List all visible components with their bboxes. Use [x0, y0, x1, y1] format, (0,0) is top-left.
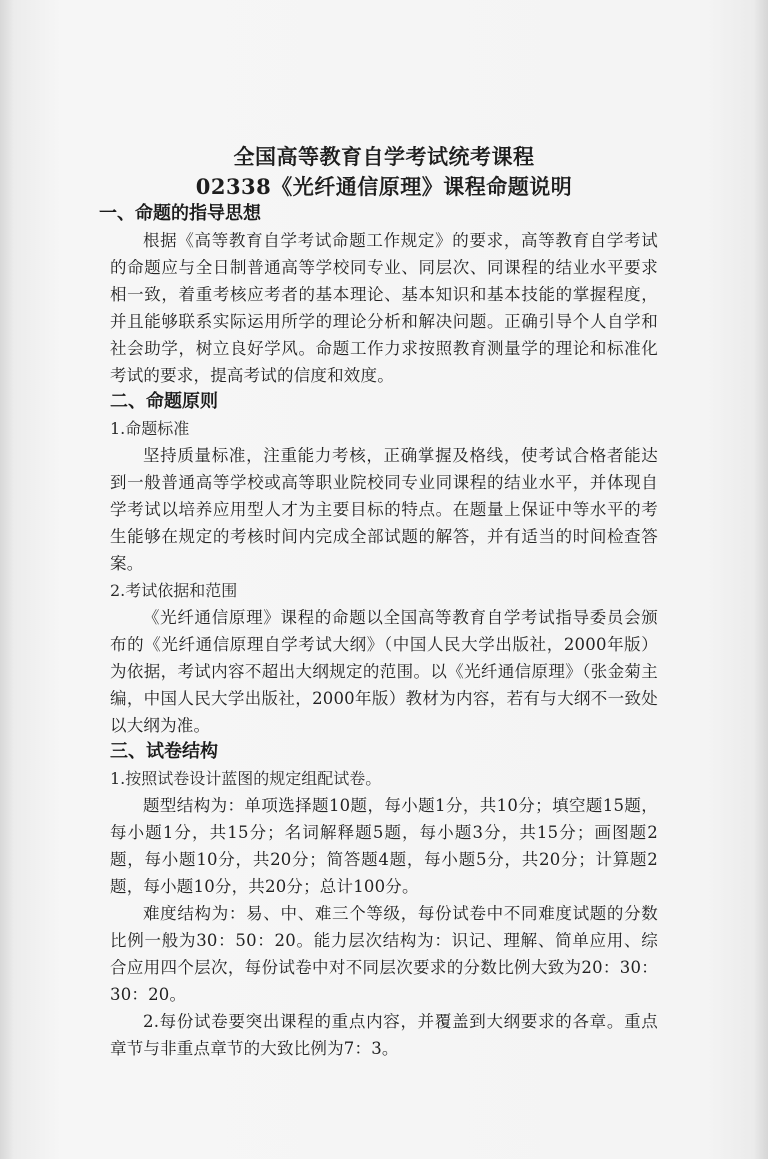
section2-sub2-heading: 2.考试依据和范围: [110, 581, 238, 600]
section3-chapters-paragraph: 2.每份试卷要突出课程的重点内容，并覆盖到大纲要求的各章。重点章节与非重点章节的大致比例为7：3。: [110, 1012, 658, 1058]
section3-types-paragraph: 题型结构为：单项选择题10题，每小题1分，共10分；填空题15题，每小题1分，共15分；名词解释题5题，每小题3分，共15分；画图题2题，每小题10分，共20分；简答题4题，每小题5分，共20分；计算题2题，每小题10分，共20分；总计100分。: [110, 796, 658, 896]
section2-sub1-heading: 1.命题标准: [110, 419, 190, 438]
page-edge-shadow-right: [754, 0, 768, 1159]
section3-difficulty-paragraph: 难度结构为：易、中、难三个等级，每份试卷中不同难度试题的分数比例一般为30：50：20。能力层次结构为：识记、理解、简单应用、综合应用四个层次，每份试卷中对不同层次要求的分数比例大致为20：30：30：20。: [110, 904, 658, 1004]
document-body: [99, 143, 658, 1062]
section3-sub1-heading: 1.按照试卷设计蓝图的规定组配试卷。: [110, 769, 382, 788]
section2-heading: 二、命题原则: [110, 391, 218, 412]
section3-heading: 三、试卷结构: [110, 741, 218, 762]
section1-paragraph: 根据《高等教育自学考试命题工作规定》的要求，高等教育自学考试的命题应与全日制普通高等学校同专业、同层次、同课程的结业水平要求相一致，着重考核应考者的基本理论、基本知识和基本技能的掌握程度，并且能够联系实际运用所学的理论分析和解决问题。正确引导个人自学和社会助学，树立良好学风。命题工作力求按照教育测量学的理论和标准化考试的要求，提高考试的信度和效度。: [110, 231, 658, 385]
document-title-line1: 全国高等教育自学考试统考课程: [233, 144, 535, 169]
page-edge-shadow-left: [0, 0, 14, 1159]
section2-sub1-paragraph: 坚持质量标准，注重能力考核，正确掌握及格线，使考试合格者能达到一般普通高等学校或高等职业院校同专业同课程的结业水平，并体现自学考试以培养应用型人才为主要目标的特点。在题量上保证中等水平的考生能够在规定的考核时间内完成全部试题的解答，并有适当的时间检查答案。: [110, 446, 658, 573]
section2-sub2-paragraph: 《光纤通信原理》课程的命题以全国高等教育自学考试指导委员会颁布的《光纤通信原理自学考试大纲》（中国人民大学出版社，2000年版）为依据，考试内容不超出大纲规定的范围。以《光纤通信原理》（张金菊主编，中国人民大学出版社，2000年版）教材为内容，若有与大纲不一致处以大纲为准。: [110, 608, 658, 735]
document-title-line2: 02338《光纤通信原理》课程命题说明: [195, 174, 573, 199]
section1-heading: 一、命题的指导思想: [99, 203, 261, 224]
